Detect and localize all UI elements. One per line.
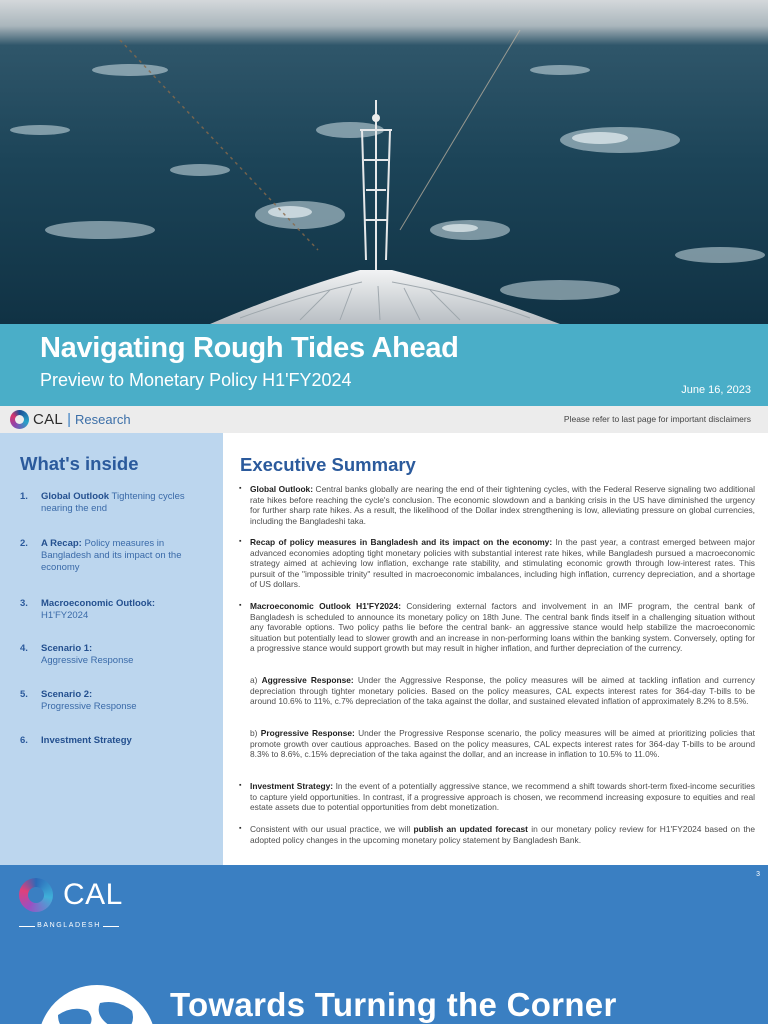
title-band bbox=[0, 324, 768, 406]
logo-subtitle: BANGLADESH bbox=[19, 922, 119, 929]
toc-item-text: Policy measures in Bangladesh and its impact on the economy bbox=[41, 538, 182, 573]
executive-summary-section bbox=[223, 433, 768, 865]
report-title: Navigating Rough Tides Ahead bbox=[40, 332, 459, 364]
paragraph-heading: Investment Strategy: bbox=[250, 781, 334, 791]
paragraph-text: Considering external factors and involvement in an IMF program, the central bank of Bangladesh is scheduled to announce its monetary policy on 18th June. The central bank finds itself in a challenging situation without any favorable options. Two policy paths lie before the central bank- an aggressive stance would help stabilize the macroeconomic situation but potentially lead to slower growth and an increase in non-performing loans within the banking system. Conversely, opting for a progressive stance would support growth but may result in higher inflation, and further depreciation of the currency. bbox=[250, 601, 755, 654]
cal-research-logo bbox=[10, 410, 131, 429]
scenario-prefix: b) bbox=[250, 728, 261, 738]
paragraph-text: In the past year, a contrast emerged between major advanced economies adopting tight monetary policies with substantial interest rate hikes, while Bangladesh pursued a macroeconomic strategy aimed at achieving low inflation, exchange rate stability, and stimulating economic growth through low-interest rates. This pursuit of the "impossible trinity" resulted in macroeconomic imbalances, including high inflation, currency depreciation, and a shortage of US dollars. bbox=[250, 537, 755, 590]
summary-paragraph bbox=[250, 537, 755, 590]
scenario-paragraph bbox=[250, 675, 755, 707]
paragraph-heading: Global Outlook: bbox=[250, 484, 314, 494]
toc-item-number: 4. bbox=[20, 643, 28, 654]
summary-paragraph bbox=[250, 824, 755, 845]
cal-bangladesh-logo bbox=[19, 877, 129, 927]
toc-item-heading: Macroeconomic Outlook: bbox=[41, 598, 156, 609]
paragraph-text: in our monetary policy review for H1'FY2024 based on the adopted policy changes in the upcoming monetary policy statement by Bangladesh Bank. bbox=[250, 824, 756, 845]
section-title: Executive Summary bbox=[240, 454, 416, 475]
toc-item-heading: Scenario 2: bbox=[41, 689, 93, 700]
brand-name: CAL bbox=[33, 411, 64, 428]
scenario-prefix: a) bbox=[250, 675, 262, 685]
scenario-paragraph bbox=[250, 728, 755, 760]
paragraph-emphasis: publish an updated forecast bbox=[413, 824, 528, 834]
summary-paragraph bbox=[250, 781, 755, 813]
toc-item-text: Aggressive Response bbox=[41, 655, 134, 666]
toc-item-text: H1'FY2024 bbox=[41, 610, 89, 621]
report-subtitle: Preview to Monetary Policy H1'FY2024 bbox=[40, 370, 352, 390]
paragraph-heading: Recap of policy measures in Bangladesh and its impact on the economy: bbox=[250, 537, 553, 547]
toc-item-number: 1. bbox=[20, 491, 28, 502]
cal-logo-icon bbox=[10, 410, 29, 429]
paragraph-text: Central banks globally are nearing the end of their tightening cycles, with the Federal Reserve signaling two additional rate hikes before reaching the cycle's conclusion. The economic slowdown and a banking crisis in the US have diminished the urgency for further sharp rate hikes. As a result, the likelihood of the Dollar index strengthening is low, alleviating pressure on global currencies, including the Bangladeshi taka. bbox=[250, 484, 756, 526]
table-of-contents-panel bbox=[0, 433, 223, 865]
toc-item-number: 2. bbox=[20, 538, 28, 549]
summary-paragraph bbox=[250, 601, 755, 654]
toc-item-text: Progressive Response bbox=[41, 701, 137, 712]
paragraph-lead: Consistent with our usual practice, we will bbox=[250, 824, 414, 834]
summary-paragraph bbox=[250, 484, 755, 526]
brand-strip bbox=[0, 406, 768, 433]
cal-logo-icon bbox=[19, 878, 53, 912]
toc-item-heading: A Recap: bbox=[41, 538, 82, 549]
toc-item-number: 5. bbox=[20, 689, 28, 700]
ship-bow-ocean-photo bbox=[0, 0, 768, 324]
report-date: June 16, 2023 bbox=[681, 384, 751, 396]
hero-photo bbox=[0, 0, 768, 324]
cover-title: Towards Turning the Corner bbox=[170, 986, 617, 1023]
globe-icon bbox=[38, 985, 156, 1024]
toc-item-number: 6. bbox=[20, 735, 28, 746]
toc-title: What's inside bbox=[20, 453, 139, 474]
toc-item-heading: Investment Strategy bbox=[41, 735, 132, 746]
paragraph-text: In the event of a potentially aggressive stance, we recommend a shift towards short-term fixed-income securities to capture yield opportunities. In contrast, if a progressive approach is chosen, we recommend increasing exposure to equities and real estate assets due to potential opportunities from debt monetization. bbox=[250, 781, 755, 813]
next-page-cover bbox=[0, 865, 768, 1024]
disclaimer-note: Please refer to last page for important disclaimers bbox=[563, 414, 751, 424]
logo-word: CAL bbox=[63, 878, 123, 911]
brand-separator: | bbox=[67, 411, 71, 428]
toc-item-heading: Scenario 1: bbox=[41, 643, 93, 654]
paragraph-heading: Aggressive Response: bbox=[261, 675, 354, 685]
page-number: 3 bbox=[756, 871, 760, 878]
paragraph-heading: Progressive Response: bbox=[260, 728, 355, 738]
paragraph-text: Under the Progressive Response scenario, the policy measures will be aimed at prioritizing policies that promote growth over cautious approaches. Based on the policy measures, CAL expects interest rates for 364-day T-bills to be around 8.3% to 8.6%, c.15% depreciation of the taka against the dollar, and an increase in inflation to 10.5% to 11.0%. bbox=[250, 728, 755, 760]
paragraph-heading: Macroeconomic Outlook H1'FY2024: bbox=[250, 601, 401, 611]
paragraph-text: Under the Aggressive Response, the policy measures will be aimed at tackling inflation and currency depreciation through tighter monetary policies. Based on the policy measures, CAL expects interest rates for 364-day T-bills to be around 10.6% to 11%, c.7% depreciation of the taka against the dollar, and sustained elevated inflation of approximately 8.2% to 8.5%. bbox=[250, 675, 755, 707]
toc-item-text: Tightening cycles nearing the end bbox=[41, 491, 185, 514]
brand-division: Research bbox=[75, 412, 131, 427]
toc-item-heading: Global Outlook bbox=[41, 491, 110, 502]
toc-item-number: 3. bbox=[20, 598, 28, 609]
